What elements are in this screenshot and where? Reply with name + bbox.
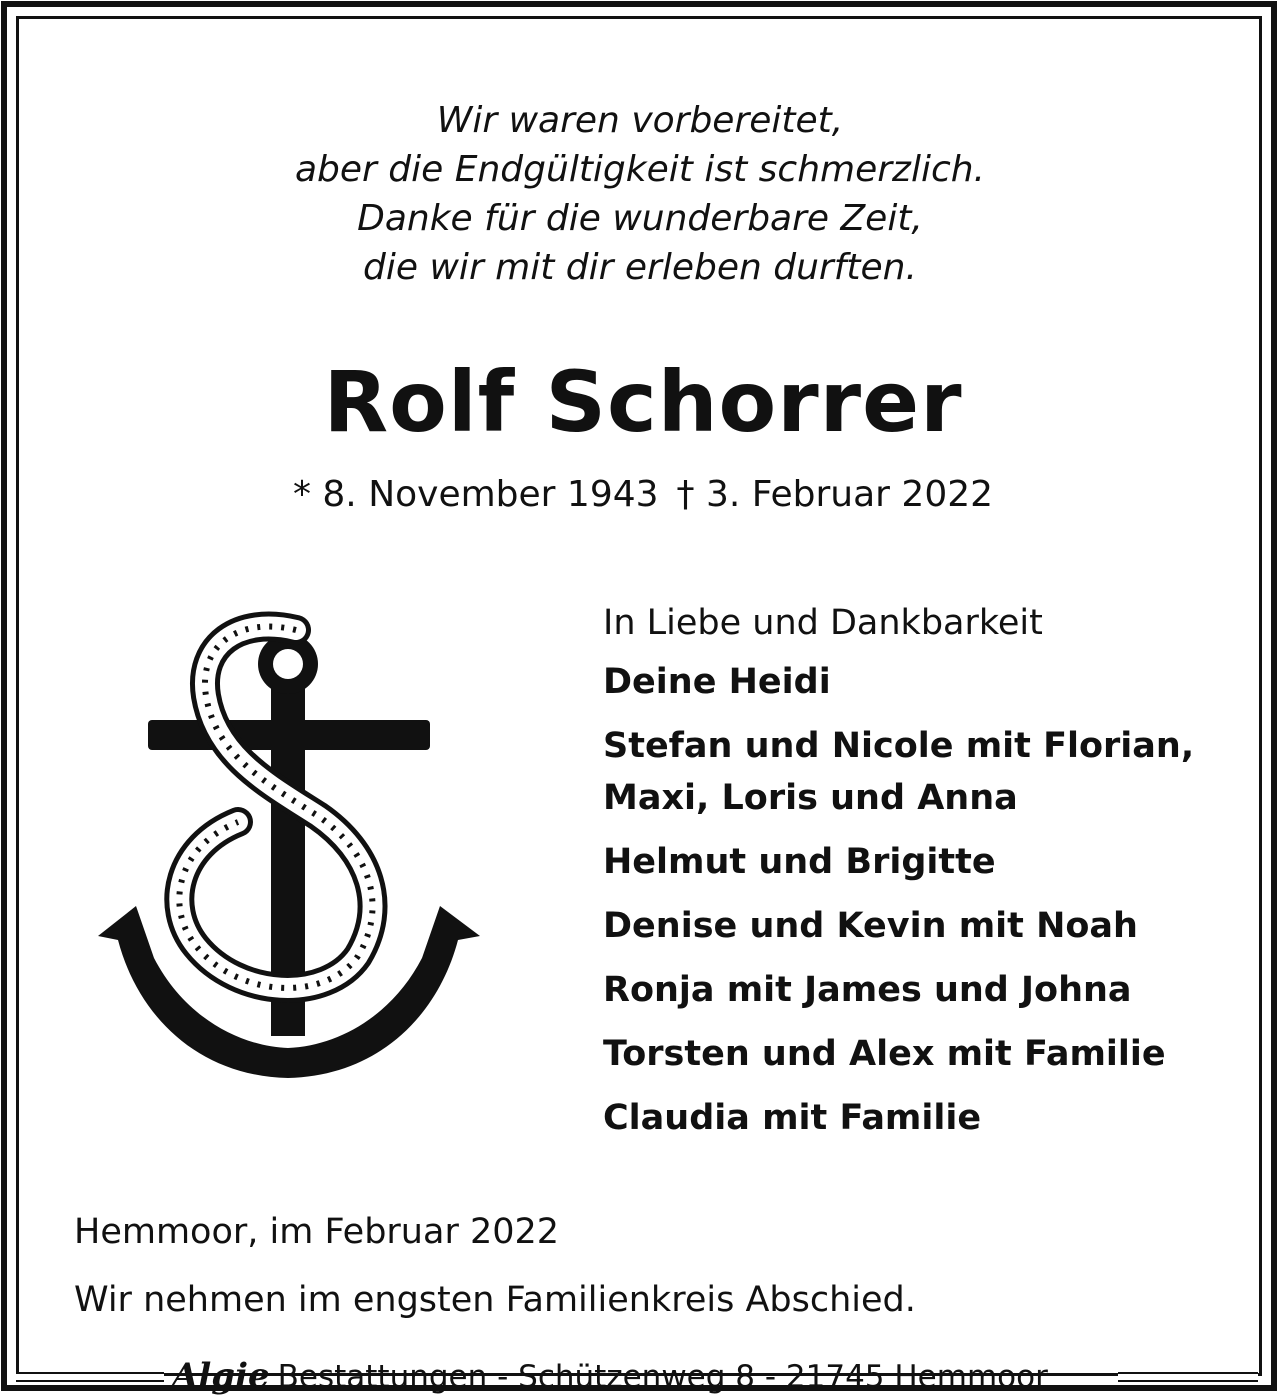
mourners-list (603, 598, 1253, 1144)
mourners-intro: In Liebe und Dankbarkeit (603, 603, 1043, 643)
quote-line: Wir waren vorbereitet, (436, 100, 844, 141)
anchor-stock (148, 720, 430, 750)
funeral-home-footer (0, 1352, 1280, 1399)
memorial-quote (0, 96, 1280, 292)
farewell-note: Wir nehmen im engsten Familienkreis Abschied. (74, 1280, 916, 1320)
mourner-line: Stefan und Nicole mit Florian, (603, 726, 1195, 766)
funeral-home-address: Bestattungen - Schützenweg 8 - 21745 Hemmoor (277, 1359, 1048, 1395)
birth-date: * 8. November 1943 (292, 474, 659, 515)
mourner-line: Deine Heidi (603, 662, 831, 702)
closing-section (74, 1207, 1234, 1325)
quote-line: die wir mit dir erleben durften. (363, 247, 917, 288)
funeral-home-info (172, 1354, 1048, 1399)
footer-rule-right (1118, 1372, 1258, 1382)
deceased-name: Rolf Schorrer (323, 353, 963, 451)
mourner-line: Torsten und Alex mit Familie (603, 1034, 1166, 1074)
quote-line: aber die Endgültigkeit ist schmerzlich. (294, 149, 985, 190)
life-dates (0, 472, 1280, 518)
mourner-line: Claudia mit Familie (603, 1098, 982, 1138)
mourner-line: Denise und Kevin mit Noah (603, 906, 1138, 946)
mourner-line: Maxi, Loris und Anna (603, 778, 1018, 818)
place-date: Hemmoor, im Februar 2022 (74, 1212, 560, 1252)
mourner-line: Helmut und Brigitte (603, 842, 996, 882)
quote-line: Danke für die wunderbare Zeit, (357, 198, 923, 239)
funeral-home-logo: Algie (172, 1356, 270, 1396)
footer-rule-left (16, 1372, 164, 1382)
mourner-line: Ronja mit James und Johna (603, 970, 1132, 1010)
anchor-with-rope-icon (88, 606, 498, 1086)
death-date: † 3. Februar 2022 (676, 474, 994, 515)
